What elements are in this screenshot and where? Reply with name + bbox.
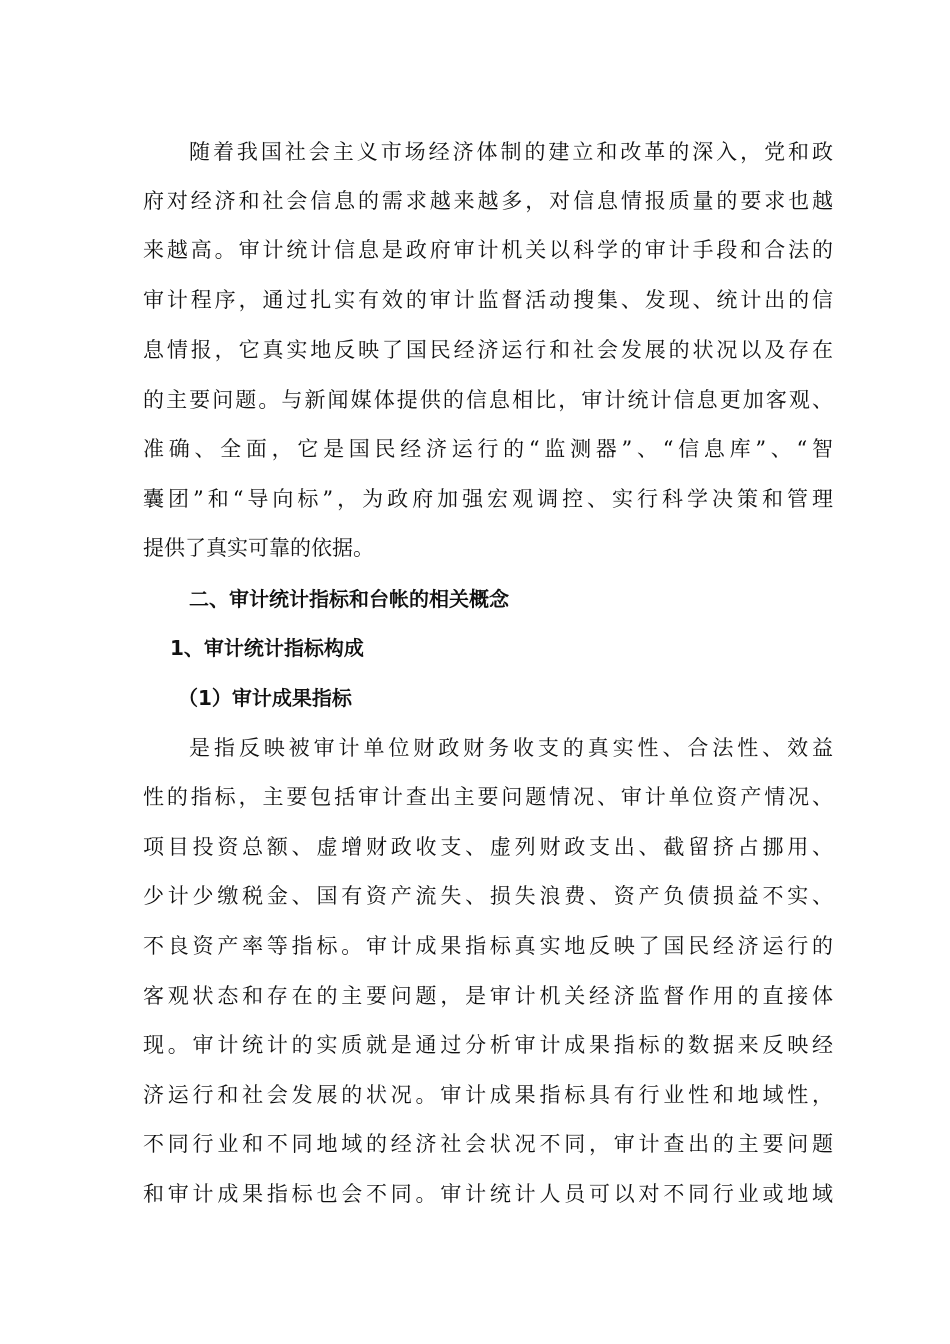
sub-subsection-heading: （1）审计成果指标: [178, 686, 352, 710]
paragraph-line: 府对经济和社会信息的需求越来越多，对信息情报质量的要求也越: [143, 189, 833, 213]
paragraph-line: 来越高。审计统计信息是政府审计机关以科学的审计手段和合法的: [143, 238, 833, 262]
section-heading: 二、审计统计指标和台帐的相关概念: [189, 587, 509, 611]
paragraph-line: 现。审计统计的实质就是通过分析审计成果指标的数据来反映经: [143, 1033, 833, 1057]
paragraph-line: 少计少缴税金、国有资产流失、损失浪费、资产负债损益不实、: [143, 884, 833, 908]
paragraph-line: 提供了真实可靠的依据。: [143, 536, 374, 560]
paragraph-line: 是指反映被审计单位财政财务收支的真实性、合法性、效益: [189, 736, 833, 760]
paragraph-line: 和审计成果指标也会不同。审计统计人员可以对不同行业或地域: [143, 1182, 833, 1206]
paragraph-line: 济运行和社会发展的状况。审计成果指标具有行业性和地域性，: [143, 1083, 833, 1107]
paragraph-line: 的主要问题。与新闻媒体提供的信息相比，审计统计信息更加客观、: [143, 388, 833, 412]
paragraph-line: 囊团”和“导向标”，为政府加强宏观调控、实行科学决策和管理: [143, 487, 833, 511]
paragraph-line: 不良资产率等指标。审计成果指标真实地反映了国民经济运行的: [143, 934, 833, 958]
subsection-heading: 1、审计统计指标构成: [170, 636, 364, 660]
paragraph-line: 随着我国社会主义市场经济体制的建立和改革的深入，党和政: [189, 140, 833, 164]
paragraph-line: 性的指标，主要包括审计查出主要问题情况、审计单位资产情况、: [143, 785, 833, 809]
paragraph-line: 准确、全面，它是国民经济运行的“监测器”、“信息库”、“智: [143, 437, 833, 461]
paragraph-line: 客观状态和存在的主要问题，是审计机关经济监督作用的直接体: [143, 984, 833, 1008]
paragraph-line: 项目投资总额、虚增财政收支、虚列财政支出、截留挤占挪用、: [143, 835, 833, 859]
paragraph-line: 审计程序，通过扎实有效的审计监督活动搜集、发现、统计出的信: [143, 288, 833, 312]
paragraph-line: 不同行业和不同地域的经济社会状况不同，审计查出的主要问题: [143, 1132, 833, 1156]
paragraph-line: 息情报，它真实地反映了国民经济运行和社会发展的状况以及存在: [143, 338, 833, 362]
